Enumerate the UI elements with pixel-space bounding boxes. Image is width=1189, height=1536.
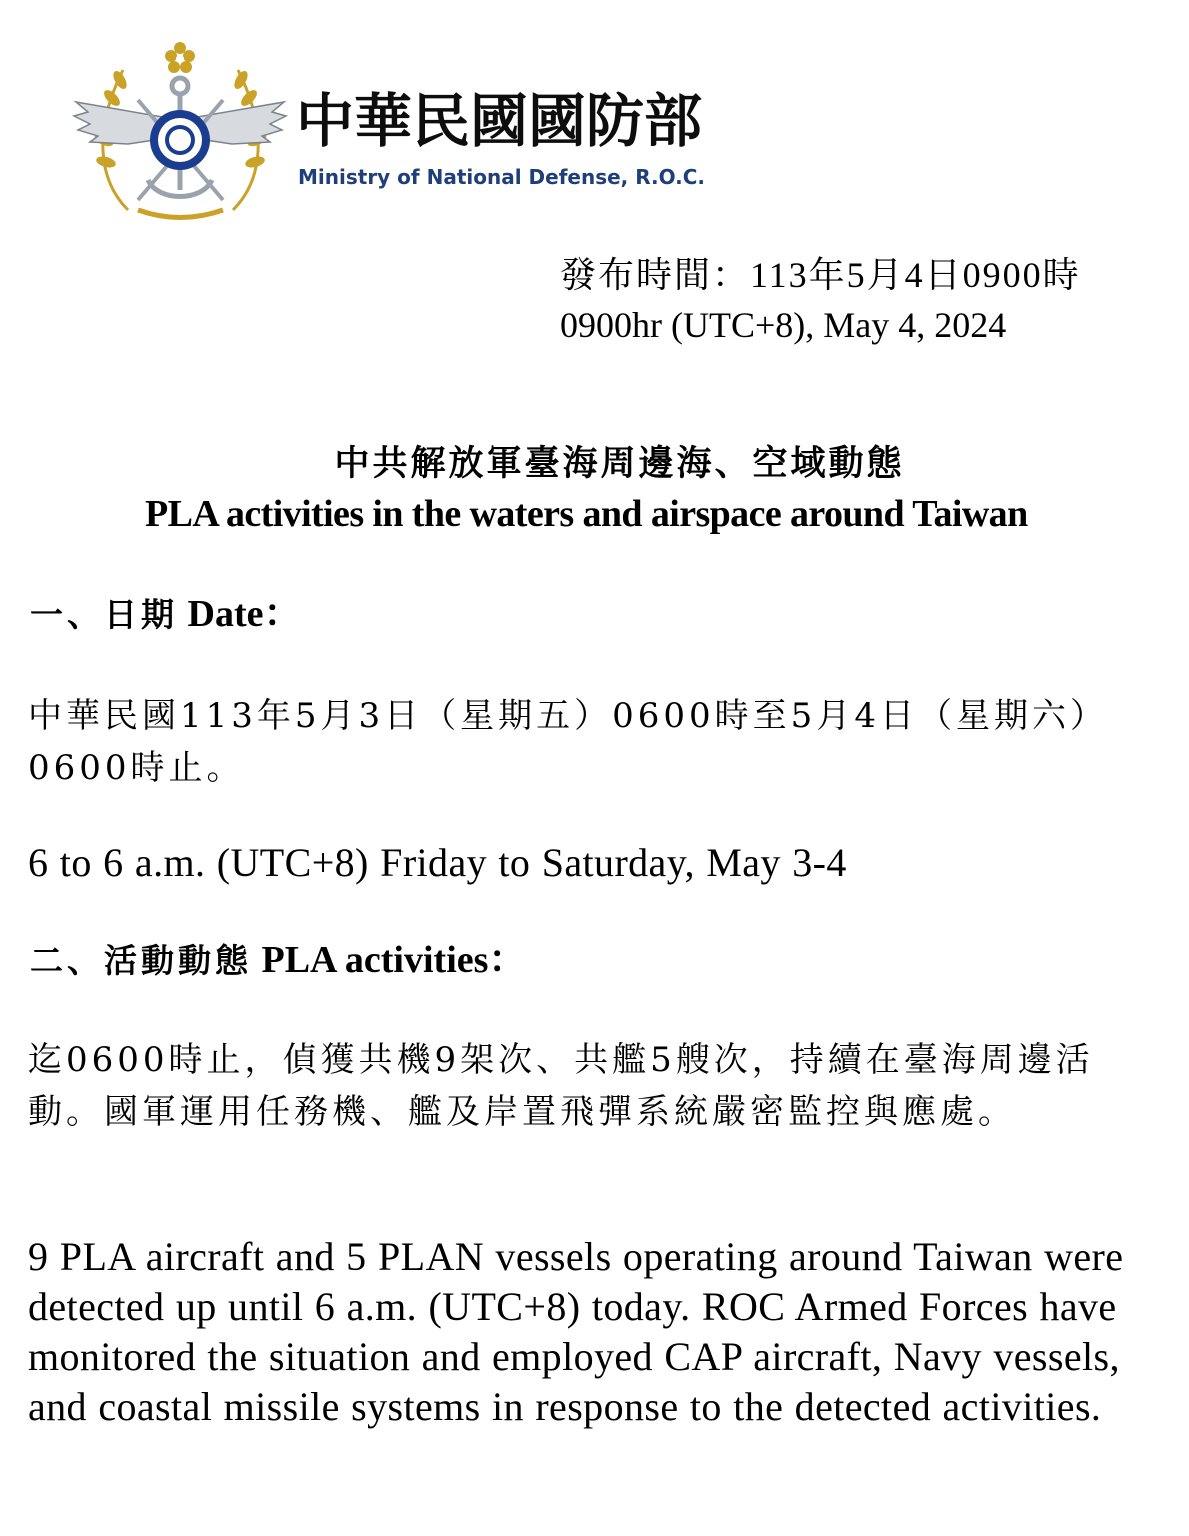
section-heading-date-en: Date：: [187, 593, 302, 635]
release-time-zh: 發布時間：113年5月4日0900時: [560, 255, 1081, 295]
page-title-en: PLA activities in the waters and airspace around Taiwan: [145, 493, 1028, 535]
release-time: [560, 250, 1081, 350]
date-body-zh: 中華民國113年5月3日（星期五）0600時至5月4日（星期六）0600時止。: [28, 696, 1108, 788]
activities-body-en: 9 PLA aircraft and 5 PLAN vessels operating around Taiwan were detected up until 6 a.m. (UTC+8) today. ROC Armed Forces have monitored the situation and employed CAP aircraft, Navy vessels, and coastal missile systems in response to the detected activities.: [28, 1234, 1124, 1429]
page-title-zh: 中共解放軍臺海周邊海、空域動態: [334, 443, 905, 484]
section-heading-activities-zh: 二、活動動態: [30, 941, 252, 980]
section-heading-activities: [30, 936, 526, 985]
letterhead: [68, 40, 768, 230]
activities-body-zh: 迄0600時止，偵獲共機9架次、共艦5艘次，持續在臺海周邊活動。國軍運用任務機、艦及岸置飛彈系統嚴密監控與應處。: [28, 1040, 1094, 1132]
section-heading-activities-en: PLA activities：: [261, 939, 527, 981]
org-name-en: Ministry of National Defense, R.O.C.: [298, 165, 706, 189]
section-heading-date: [30, 590, 301, 639]
release-time-en: 0900hr (UTC+8), May 4, 2024: [560, 305, 1007, 345]
section-heading-date-zh: 一、日期: [30, 595, 178, 634]
org-name-zh: 中華民國國防部: [296, 87, 703, 155]
date-body-en: 6 to 6 a.m. (UTC+8) Friday to Saturday, May 3-4: [28, 840, 847, 885]
mnd-emblem-icon: [68, 40, 293, 225]
